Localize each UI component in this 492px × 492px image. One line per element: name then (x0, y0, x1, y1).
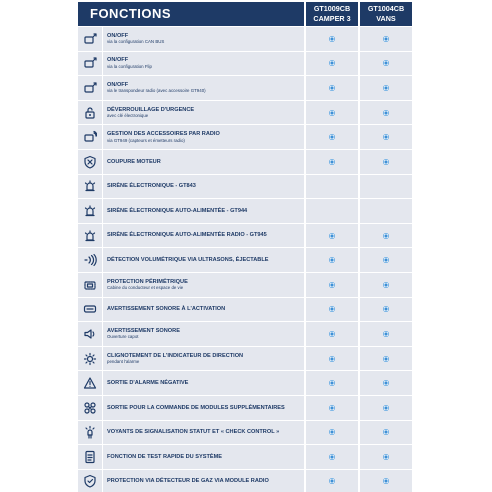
available-dot-icon (329, 478, 335, 484)
camper3-check-cell (306, 175, 358, 199)
siren-icon (83, 204, 97, 218)
row-label-cell (103, 248, 304, 272)
vans-check-cell (360, 101, 412, 125)
table-row (78, 322, 412, 346)
remote-car-icon (83, 56, 97, 70)
warning-icon (83, 376, 97, 390)
row-label-cell (103, 224, 304, 248)
function-title: ON/OFF (107, 32, 129, 39)
row-icon-cell (78, 52, 102, 76)
table-row (78, 347, 412, 371)
row-label-cell (103, 322, 304, 346)
row-icon-cell (78, 76, 102, 100)
table-row (78, 396, 412, 420)
available-dot-icon (383, 454, 389, 460)
available-dot-icon (329, 282, 335, 288)
row-icon-cell (78, 150, 102, 174)
function-title: AVERTISSEMENT SONORE (107, 328, 180, 335)
available-dot-icon (329, 110, 335, 116)
row-icon-cell (78, 224, 102, 248)
function-title: DÉTECTION VOLUMÉTRIQUE VIA ULTRASONS, ÉJECTABLE (107, 256, 269, 263)
camper3-check-cell (306, 150, 358, 174)
camper3-check-cell (306, 298, 358, 322)
vans-check-cell (360, 199, 412, 223)
available-dot-icon (383, 36, 389, 42)
camper3-check-cell (306, 396, 358, 420)
function-title: COUPURE MOTEUR (107, 158, 161, 165)
vans-check-cell (360, 125, 412, 149)
row-label-cell (103, 470, 304, 492)
row-label-cell (103, 101, 304, 125)
table-body (78, 27, 412, 492)
available-dot-icon (383, 159, 389, 165)
row-label-cell (103, 421, 304, 445)
row-label-cell (103, 150, 304, 174)
row-icon-cell (78, 421, 102, 445)
row-icon-cell (78, 125, 102, 149)
row-icon-cell (78, 298, 102, 322)
camper3-check-cell (306, 101, 358, 125)
function-title: SORTIE D'ALARME NÉGATIVE (107, 379, 189, 386)
camper3-check-cell (306, 347, 358, 371)
vans-check-cell (360, 470, 412, 492)
row-label-cell (103, 445, 304, 469)
available-dot-icon (383, 110, 389, 116)
available-dot-icon (329, 454, 335, 460)
modules-icon (83, 401, 97, 415)
function-subtitle: via GT949 (capteurs et émetteurs radio) (107, 137, 185, 143)
available-dot-icon (329, 380, 335, 386)
table-row (78, 421, 412, 445)
function-title: ON/OFF (107, 82, 129, 89)
function-subtitle: Ouverture capot (107, 334, 139, 340)
camper3-check-cell (306, 125, 358, 149)
vans-check-cell (360, 371, 412, 395)
row-label-cell (103, 371, 304, 395)
vans-check-cell (360, 322, 412, 346)
vans-check-cell (360, 150, 412, 174)
perimeter-icon (83, 278, 97, 292)
camper3-check-cell (306, 224, 358, 248)
table-row (78, 248, 412, 272)
on-off-badge-icon (83, 302, 97, 316)
available-dot-icon (383, 478, 389, 484)
available-dot-icon (383, 85, 389, 91)
function-subtitle: pendant l'alarme (107, 359, 140, 365)
row-icon-cell (78, 371, 102, 395)
row-icon-cell (78, 396, 102, 420)
row-icon-cell (78, 175, 102, 199)
function-title: SIRÈNE ÉLECTRONIQUE AUTO-ALIMENTÉE - GT944 (107, 207, 248, 214)
available-dot-icon (329, 159, 335, 165)
available-dot-icon (329, 405, 335, 411)
function-title: SIRÈNE ÉLECTRONIQUE - GT843 (107, 183, 196, 190)
available-dot-icon (329, 429, 335, 435)
camper3-check-cell (306, 248, 358, 272)
camper3-check-cell (306, 273, 358, 297)
available-dot-icon (329, 233, 335, 239)
available-dot-icon (329, 306, 335, 312)
table-row (78, 371, 412, 395)
header-title: FONCTIONS (78, 2, 304, 26)
available-dot-icon (383, 60, 389, 66)
vans-check-cell (360, 298, 412, 322)
row-label-cell (103, 125, 304, 149)
available-dot-icon (383, 405, 389, 411)
camper3-check-cell (306, 199, 358, 223)
speaker-icon (83, 327, 97, 341)
row-label-cell (103, 175, 304, 199)
table-row (78, 445, 412, 469)
camper3-check-cell (306, 76, 358, 100)
function-title: DÉVERROUILLAGE D'URGENCE (107, 106, 195, 113)
siren-icon (83, 229, 97, 243)
led-icon (83, 425, 97, 439)
vans-check-cell (360, 76, 412, 100)
function-subtitle: via la configuration CAN BUS (107, 39, 165, 45)
function-title: VOYANTS DE SIGNALISATION STATUT ET « CHECK CONTROL » (107, 429, 280, 436)
available-dot-icon (383, 356, 389, 362)
row-label-cell (103, 76, 304, 100)
row-label-cell (103, 347, 304, 371)
header-column-vans-line1: GT1004CB (367, 4, 405, 13)
camper3-check-cell (306, 421, 358, 445)
engine-cut-icon (83, 155, 97, 169)
row-icon-cell (78, 347, 102, 371)
vans-check-cell (360, 224, 412, 248)
function-title: SIRÈNE ÉLECTRONIQUE AUTO-ALIMENTÉE RADIO - GT945 (107, 232, 267, 239)
turn-signal-icon (83, 352, 97, 366)
function-title: PROTECTION PÉRIMÉTRIQUE (107, 278, 188, 285)
table-row (78, 76, 412, 100)
camper3-check-cell (306, 27, 358, 51)
row-label-cell (103, 298, 304, 322)
camper3-check-cell (306, 52, 358, 76)
available-dot-icon (383, 134, 389, 140)
header-column-camper3 (306, 2, 358, 26)
vans-check-cell (360, 248, 412, 272)
function-title: FONCTION DE TEST RAPIDE DU SYSTÈME (107, 453, 222, 460)
function-title: GESTION DES ACCESSOIRES PAR RADIO (107, 131, 220, 138)
row-label-cell (103, 396, 304, 420)
header-column-camper3-line1: GT1009CB (313, 4, 351, 13)
available-dot-icon (329, 60, 335, 66)
row-icon-cell (78, 273, 102, 297)
vans-check-cell (360, 347, 412, 371)
available-dot-icon (329, 36, 335, 42)
row-icon-cell (78, 199, 102, 223)
vans-check-cell (360, 52, 412, 76)
available-dot-icon (383, 331, 389, 337)
row-label-cell (103, 27, 304, 51)
table-row (78, 199, 412, 223)
camper3-check-cell (306, 322, 358, 346)
available-dot-icon (383, 233, 389, 239)
table-row (78, 150, 412, 174)
available-dot-icon (383, 306, 389, 312)
table-header (78, 2, 412, 26)
table-row (78, 224, 412, 248)
table-row (78, 27, 412, 51)
function-subtitle: via le transpondeur radio (avec accessoire GT940) (107, 88, 206, 94)
function-subtitle: Cabine du conducteur et espace de vie (107, 285, 184, 291)
function-title: CLIGNOTEMENT DE L'INDICATEUR DE DIRECTION (107, 352, 244, 359)
vans-check-cell (360, 273, 412, 297)
header-column-vans (360, 2, 412, 26)
available-dot-icon (329, 331, 335, 337)
checklist-icon (83, 450, 97, 464)
row-icon-cell (78, 248, 102, 272)
function-title: AVERTISSEMENT SONORE À L'ACTIVATION (107, 306, 226, 313)
vans-check-cell (360, 175, 412, 199)
table-row (78, 298, 412, 322)
row-icon-cell (78, 470, 102, 492)
row-icon-cell (78, 322, 102, 346)
row-label-cell (103, 52, 304, 76)
table-row (78, 52, 412, 76)
remote-car-icon (83, 32, 97, 46)
available-dot-icon (383, 380, 389, 386)
camper3-check-cell (306, 371, 358, 395)
row-icon-cell (78, 445, 102, 469)
available-dot-icon (383, 282, 389, 288)
vans-check-cell (360, 396, 412, 420)
camper3-check-cell (306, 445, 358, 469)
function-title: ON/OFF (107, 57, 129, 64)
gas-shield-icon (83, 474, 97, 488)
row-icon-cell (78, 27, 102, 51)
available-dot-icon (383, 257, 389, 263)
function-subtitle: via la configuration Flip (107, 63, 152, 69)
header-column-vans-line2: VANS (376, 14, 396, 23)
available-dot-icon (329, 134, 335, 140)
header-column-camper3-line2: CAMPER 3 (313, 14, 351, 23)
table-row (78, 175, 412, 199)
available-dot-icon (329, 257, 335, 263)
available-dot-icon (383, 429, 389, 435)
row-icon-cell (78, 101, 102, 125)
available-dot-icon (329, 85, 335, 91)
table-row (78, 470, 412, 492)
vans-check-cell (360, 27, 412, 51)
row-label-cell (103, 199, 304, 223)
table-row (78, 125, 412, 149)
vans-check-cell (360, 445, 412, 469)
ultrasound-icon (83, 253, 97, 267)
row-label-cell (103, 273, 304, 297)
siren-icon (83, 179, 97, 193)
remote-car-icon (83, 81, 97, 95)
table-row (78, 273, 412, 297)
vans-check-cell (360, 421, 412, 445)
table-row (78, 101, 412, 125)
camper3-check-cell (306, 470, 358, 492)
function-subtitle: avec clé électronique (107, 113, 149, 119)
functions-table (78, 2, 412, 492)
function-title: SORTIE POUR LA COMMANDE DE MODULES SUPPLÉMENTAIRES (107, 404, 285, 411)
emergency-unlock-icon (83, 106, 97, 120)
radio-accessory-icon (83, 130, 97, 144)
available-dot-icon (329, 356, 335, 362)
function-title: PROTECTION VIA DÉTECTEUR DE GAZ VIA MODULE RADIO (107, 478, 269, 485)
